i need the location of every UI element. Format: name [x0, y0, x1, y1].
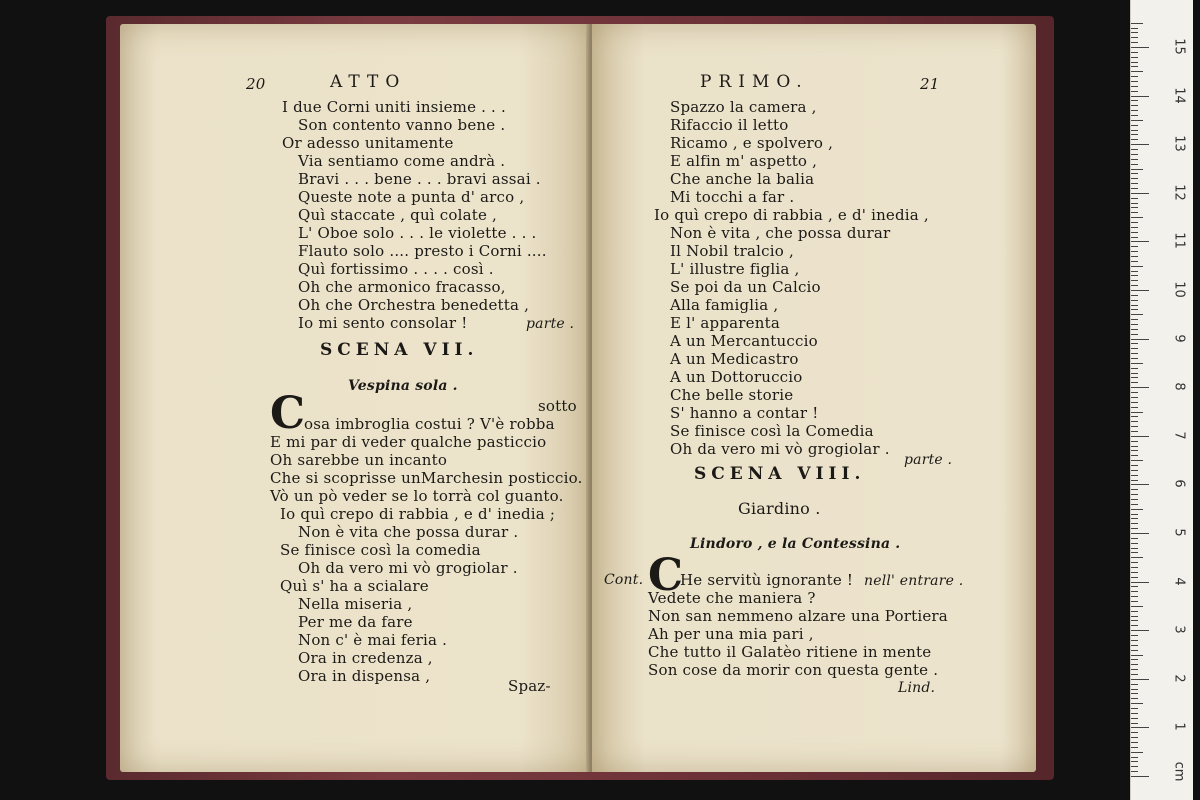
ruler-tick	[1131, 62, 1138, 63]
verse-line: Quì s' ha a scialare	[280, 577, 429, 595]
ruler-tick	[1131, 343, 1138, 344]
ruler-label: 14	[1171, 86, 1187, 104]
verse-line: Non è vita , che possa durar	[670, 224, 891, 242]
ruler-tick	[1131, 650, 1138, 651]
verse-line: Se finisce così la comedia	[280, 541, 481, 559]
ruler-tick	[1131, 125, 1138, 126]
verse-line: Non è vita che possa durar .	[298, 523, 519, 541]
ruler-tick	[1131, 723, 1138, 724]
ruler-tick	[1131, 324, 1138, 325]
ruler-tick	[1131, 737, 1138, 738]
verse-line: I due Corni uniti insieme . . .	[282, 98, 506, 116]
ruler-tick	[1131, 246, 1138, 247]
verse-line: Io mi sento consolar !	[298, 314, 468, 332]
ruler-tick	[1131, 480, 1138, 481]
ruler-tick	[1131, 689, 1138, 690]
ruler-tick	[1131, 66, 1138, 67]
scene-characters: Lindoro , e la Contessina .	[690, 536, 901, 552]
verse-line: Che anche la balia	[670, 170, 815, 188]
ruler-tick	[1131, 421, 1138, 422]
drop-capital: C	[648, 550, 684, 601]
ruler-tick	[1131, 275, 1138, 276]
verse-line: A un Medicastro	[670, 350, 799, 368]
ruler-tick	[1131, 582, 1149, 583]
ruler-label: 11	[1171, 232, 1187, 250]
ruler-tick	[1131, 718, 1138, 719]
ruler-tick	[1131, 353, 1138, 354]
verse-line: Che belle storie	[670, 386, 794, 404]
ruler-tick	[1131, 596, 1138, 597]
ruler-tick	[1131, 562, 1138, 563]
ruler-tick	[1131, 314, 1143, 315]
ruler-tick	[1131, 761, 1138, 762]
ruler-tick	[1131, 523, 1138, 524]
ruler-tick	[1131, 484, 1149, 485]
ruler-tick	[1131, 377, 1138, 378]
ruler-tick	[1131, 591, 1138, 592]
ruler-tick	[1131, 567, 1138, 568]
ruler-tick	[1131, 727, 1149, 728]
ruler-tick	[1131, 105, 1138, 106]
ruler-tick	[1131, 645, 1138, 646]
verse-line: Flauto solo .... presto i Corni ....	[298, 242, 547, 260]
ruler-tick	[1131, 557, 1143, 558]
verse-line: A un Mercantuccio	[670, 332, 818, 350]
ruler-label: 10	[1171, 281, 1187, 298]
ruler-tick	[1131, 533, 1149, 534]
ruler-tick	[1131, 164, 1138, 165]
ruler-tick	[1131, 693, 1138, 694]
verse-line: osa imbroglia costui ? V'è robba	[304, 415, 555, 433]
verse-line: Per me da fare	[298, 613, 413, 631]
ruler-tick	[1131, 455, 1138, 456]
ruler-tick	[1131, 212, 1138, 213]
ruler-tick	[1131, 446, 1138, 447]
ruler-label: 2	[1171, 674, 1187, 683]
ruler-tick	[1131, 752, 1143, 753]
ruler-tick	[1131, 465, 1138, 466]
verse-line: E mi par di veder qualche pasticcio	[270, 433, 547, 451]
ruler-tick	[1131, 348, 1138, 349]
ruler-tick	[1131, 426, 1138, 427]
verse-line: Che tutto il Galatèo ritiene in mente	[648, 643, 932, 661]
ruler-tick	[1131, 402, 1138, 403]
verse-line: S' hanno a contar !	[670, 404, 819, 422]
ruler-tick	[1131, 198, 1138, 199]
verse-line: Oh che Orchestra benedetta ,	[298, 296, 530, 314]
ruler-tick	[1131, 674, 1138, 675]
ruler-tick	[1131, 436, 1149, 437]
ruler-tick	[1131, 232, 1138, 233]
ruler-tick	[1131, 771, 1138, 772]
ruler-tick	[1131, 339, 1149, 340]
ruler-tick	[1131, 518, 1138, 519]
ruler-tick	[1131, 382, 1138, 383]
verse-line: He servitù ignorante !	[680, 571, 854, 589]
ruler-tick	[1131, 71, 1143, 72]
verse-line: Io quì crepo di rabbia , e d' inedia ,	[654, 206, 929, 224]
ruler-tick	[1131, 207, 1138, 208]
verse-line: Nella miseria ,	[298, 595, 413, 613]
verse-line: Vedete che maniera ?	[648, 589, 816, 607]
ruler-tick	[1131, 334, 1138, 335]
ruler-tick	[1131, 538, 1138, 539]
ruler-tick	[1131, 392, 1138, 393]
ruler-label: 6	[1171, 479, 1187, 489]
right-page	[592, 24, 1036, 772]
ruler-tick	[1131, 625, 1138, 626]
ruler-tick	[1131, 178, 1138, 179]
ruler-tick	[1131, 154, 1138, 155]
stage-direction: parte .	[904, 452, 953, 468]
scene-setting: Giardino .	[738, 499, 821, 518]
ruler-tick	[1131, 757, 1138, 758]
ruler-tick	[1131, 139, 1138, 140]
ruler-tick	[1131, 295, 1138, 296]
ruler-tick	[1131, 703, 1143, 704]
ruler-tick	[1131, 363, 1143, 364]
ruler-tick	[1131, 713, 1138, 714]
ruler-tick	[1131, 285, 1138, 286]
verse-line: A un Dottoruccio	[670, 368, 803, 386]
ruler-tick	[1131, 222, 1138, 223]
ruler-tick	[1131, 669, 1138, 670]
ruler-tick	[1131, 86, 1138, 87]
ruler-tick	[1131, 237, 1138, 238]
ruler-tick	[1131, 134, 1138, 135]
ruler-tick	[1131, 110, 1138, 111]
ruler-tick	[1131, 241, 1149, 242]
ruler-tick	[1131, 548, 1138, 549]
ruler-tick	[1131, 470, 1138, 471]
ruler-tick	[1131, 52, 1138, 53]
ruler-tick	[1131, 441, 1138, 442]
ruler-tick	[1131, 698, 1138, 699]
ruler-tick	[1131, 407, 1138, 408]
ruler-tick	[1131, 32, 1138, 33]
ruler-tick	[1131, 266, 1143, 267]
verse-line: Oh sarebbe un incanto	[270, 451, 448, 469]
verse-line: Ah per una mia pari ,	[648, 625, 814, 643]
stage-direction: parte .	[526, 316, 575, 332]
scene-heading: SCENA VIII.	[694, 464, 866, 484]
ruler-tick	[1131, 504, 1138, 505]
ruler-tick	[1131, 664, 1138, 665]
ruler-tick	[1131, 76, 1138, 77]
verse-line: Se finisce così la Comedia	[670, 422, 874, 440]
ruler-tick	[1131, 100, 1138, 101]
ruler-tick	[1131, 397, 1138, 398]
scene-characters: Vespina sola .	[348, 378, 458, 394]
ruler-tick	[1131, 514, 1138, 515]
ruler-tick	[1131, 149, 1138, 150]
measuring-ruler	[1130, 0, 1193, 800]
ruler-tick	[1131, 227, 1138, 228]
catchword: Spaz-	[508, 677, 551, 695]
ruler-tick	[1131, 630, 1149, 631]
verse-line: Rifaccio il letto	[670, 116, 789, 134]
ruler-tick	[1131, 188, 1138, 189]
ruler-tick	[1131, 81, 1138, 82]
verse-line: Ora in credenza ,	[298, 649, 433, 667]
ruler-tick	[1131, 319, 1138, 320]
verse-line: Mi tocchi a far .	[670, 188, 795, 206]
verse-line: Vò un pò veder se lo torrà col guanto.	[270, 487, 564, 505]
ruler-tick	[1131, 261, 1138, 262]
ruler-tick	[1131, 251, 1138, 252]
ruler-tick	[1131, 159, 1138, 160]
ruler-tick	[1131, 577, 1138, 578]
ruler-tick	[1131, 130, 1138, 131]
verse-line: Oh da vero mi vò grogiolar .	[298, 559, 518, 577]
verse-line: E l' apparenta	[670, 314, 780, 332]
ruler-tick	[1131, 28, 1138, 29]
ruler-tick	[1131, 747, 1138, 748]
ruler-tick	[1131, 256, 1138, 257]
ruler-label: 9	[1171, 333, 1187, 343]
ruler-tick	[1131, 659, 1138, 660]
verse-line: Ricamo , e spolvero ,	[670, 134, 834, 152]
ruler-tick	[1131, 679, 1149, 680]
scene-heading: SCENA VII.	[320, 340, 479, 360]
verse-line: L' illustre figlia ,	[670, 260, 800, 278]
verse-line: Non c' è mai feria .	[298, 631, 448, 649]
ruler-tick	[1131, 57, 1138, 58]
ruler-tick	[1131, 173, 1138, 174]
ruler-tick	[1131, 373, 1138, 374]
ruler-tick	[1131, 586, 1138, 587]
ruler-label: cm	[1171, 761, 1187, 782]
page-number: 21	[920, 75, 940, 93]
ruler-tick	[1131, 489, 1138, 490]
ruler-label: 7	[1171, 431, 1187, 440]
ruler-tick	[1131, 412, 1143, 413]
verse-line: Ora in dispensa ,	[298, 667, 431, 685]
verse-line: sotto	[538, 397, 577, 415]
running-head: PRIMO.	[700, 72, 809, 92]
verse-line: Son contento vanno bene .	[298, 116, 506, 134]
verse-line: L' Oboe solo . . . le violette . . .	[298, 224, 537, 242]
verse-line: Oh da vero mi vò grogiolar .	[670, 440, 890, 458]
verse-line: Io quì crepo di rabbia , e d' inedia ;	[280, 505, 556, 523]
verse-line: E alfin m' aspetto ,	[670, 152, 818, 170]
verse-line: Via sentiamo come andrà .	[298, 152, 506, 170]
ruler-tick	[1131, 776, 1149, 777]
verse-line: Non san nemmeno alzare una Portiera	[648, 607, 948, 625]
ruler-tick	[1131, 115, 1138, 116]
verse-line: Spazzo la camera ,	[670, 98, 817, 116]
ruler-tick	[1131, 635, 1138, 636]
speaker-label: Cont.	[604, 572, 644, 588]
ruler-tick	[1131, 616, 1138, 617]
ruler-tick	[1131, 732, 1138, 733]
verse-line: Quì staccate , quì colate ,	[298, 206, 497, 224]
ruler-tick	[1131, 620, 1138, 621]
catchword: Lind.	[898, 680, 936, 696]
ruler-tick	[1131, 329, 1138, 330]
ruler-tick	[1131, 91, 1138, 92]
ruler-tick	[1131, 42, 1138, 43]
verse-line: Alla famiglia ,	[670, 296, 779, 314]
ruler-tick	[1131, 368, 1138, 369]
ruler-tick	[1131, 640, 1138, 641]
verse-line: Bravi . . . bene . . . bravi assai .	[298, 170, 541, 188]
ruler-tick	[1131, 290, 1149, 291]
ruler-tick	[1131, 543, 1138, 544]
ruler-tick	[1131, 552, 1138, 553]
ruler-label: 15	[1171, 38, 1187, 55]
ruler-tick	[1131, 572, 1138, 573]
ruler-tick	[1131, 708, 1138, 709]
ruler-tick	[1131, 431, 1138, 432]
left-page	[120, 24, 590, 772]
ruler-tick	[1131, 766, 1138, 767]
ruler-tick	[1131, 305, 1138, 306]
ruler-tick	[1131, 528, 1138, 529]
ruler-tick	[1131, 655, 1143, 656]
ruler-tick	[1131, 120, 1143, 121]
ruler-tick	[1131, 96, 1149, 97]
ruler-tick	[1131, 23, 1143, 24]
ruler-label: 12	[1171, 184, 1187, 201]
stage-direction: nell' entrare .	[864, 573, 964, 589]
verse-line: Or adesso unitamente	[282, 134, 454, 152]
ruler-tick	[1131, 601, 1138, 602]
page-number: 20	[246, 75, 266, 93]
ruler-tick	[1131, 684, 1138, 685]
verse-line: Se poi da un Calcio	[670, 278, 821, 296]
ruler-tick	[1131, 309, 1138, 310]
ruler-tick	[1131, 37, 1138, 38]
ruler-tick	[1131, 606, 1143, 607]
ruler-label: 8	[1171, 382, 1187, 391]
ruler-tick	[1131, 271, 1138, 272]
ruler-tick	[1131, 47, 1149, 48]
ruler-tick	[1131, 509, 1143, 510]
ruler-tick	[1131, 387, 1149, 388]
ruler-label: 4	[1171, 576, 1187, 586]
verse-line: Queste note a punta d' arco ,	[298, 188, 525, 206]
ruler-tick	[1131, 280, 1138, 281]
ruler-label: 1	[1171, 722, 1187, 732]
verse-line: Oh che armonico fracasso,	[298, 278, 506, 296]
ruler-tick	[1131, 217, 1143, 218]
verse-line: Che si scoprisse unMarchesin posticcio.	[270, 469, 583, 487]
ruler-tick	[1131, 450, 1138, 451]
ruler-label: 5	[1171, 528, 1187, 537]
running-head: ATTO	[330, 72, 407, 92]
ruler-tick	[1131, 460, 1143, 461]
ruler-tick	[1131, 416, 1138, 417]
ruler-tick	[1131, 203, 1138, 204]
ruler-label: 13	[1171, 135, 1187, 152]
ruler-tick	[1131, 499, 1138, 500]
ruler-tick	[1131, 144, 1149, 145]
ruler-tick	[1131, 300, 1138, 301]
ruler-label: 3	[1171, 625, 1187, 634]
ruler-tick	[1131, 183, 1138, 184]
ruler-tick	[1131, 494, 1138, 495]
verse-line: Quì fortissimo . . . . così .	[298, 260, 494, 278]
ruler-tick	[1131, 169, 1143, 170]
drop-capital: C	[270, 388, 306, 439]
ruler-tick	[1131, 193, 1149, 194]
verse-line: Il Nobil tralcio ,	[670, 242, 794, 260]
ruler-tick	[1131, 742, 1138, 743]
ruler-tick	[1131, 611, 1138, 612]
ruler-tick	[1131, 358, 1138, 359]
ruler-tick	[1131, 475, 1138, 476]
verse-line: Son cose da morir con questa gente .	[648, 661, 939, 679]
